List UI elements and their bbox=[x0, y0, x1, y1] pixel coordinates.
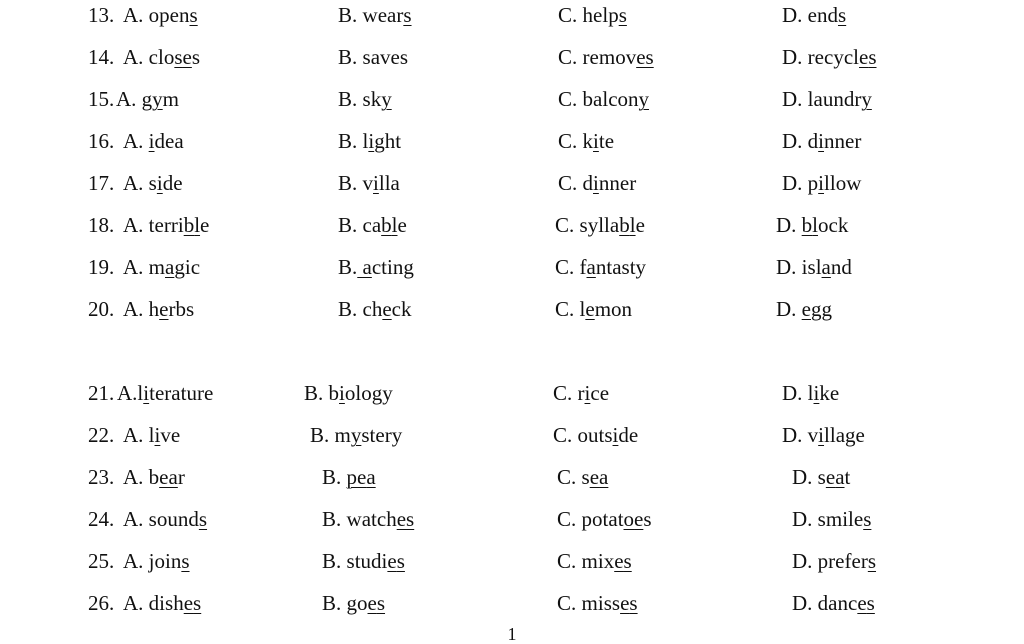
option-a: A. sounds bbox=[123, 507, 208, 531]
option-a: A.literature bbox=[117, 381, 214, 405]
option-b: B. mystery bbox=[310, 423, 403, 447]
option-d: D. dinner bbox=[782, 129, 862, 153]
option-d: D. seat bbox=[792, 465, 851, 489]
option-a: A. live bbox=[123, 423, 181, 447]
question-number: 25. bbox=[88, 549, 115, 573]
option-a: A. joins bbox=[123, 549, 190, 573]
option-d: D. pillow bbox=[782, 171, 862, 195]
option-d: D. village bbox=[782, 423, 865, 447]
question-number: 13. bbox=[88, 3, 115, 27]
option-d: D. recycles bbox=[782, 45, 877, 69]
question-row bbox=[0, 420, 1024, 450]
question-number: 15. bbox=[88, 87, 115, 111]
question-number: 17. bbox=[88, 171, 115, 195]
option-d: D. like bbox=[782, 381, 840, 405]
question-number: 21. bbox=[88, 381, 115, 405]
option-c: C. dinner bbox=[558, 171, 637, 195]
option-c: C. mixes bbox=[557, 549, 632, 573]
question-row bbox=[0, 84, 1024, 114]
question-row bbox=[0, 546, 1024, 576]
option-c: C. lemon bbox=[555, 297, 633, 321]
option-b: B. villa bbox=[338, 171, 400, 195]
option-d: D. prefers bbox=[792, 549, 877, 573]
question-number: 16. bbox=[88, 129, 115, 153]
option-a: A. bear bbox=[123, 465, 185, 489]
option-a: A. idea bbox=[123, 129, 184, 153]
option-a: A. closes bbox=[123, 45, 201, 69]
option-b: B. acting bbox=[338, 255, 414, 279]
option-b: B. goes bbox=[322, 591, 386, 615]
option-c: C. helps bbox=[558, 3, 627, 27]
option-c: C. kite bbox=[558, 129, 615, 153]
option-d: D. island bbox=[776, 255, 852, 279]
option-d: D. smiles bbox=[792, 507, 872, 531]
option-a: A. opens bbox=[123, 3, 198, 27]
option-b: B. cable bbox=[338, 213, 407, 237]
option-c: C. rice bbox=[553, 381, 610, 405]
question-number: 23. bbox=[88, 465, 115, 489]
question-number: 14. bbox=[88, 45, 115, 69]
question-row bbox=[0, 252, 1024, 282]
option-b: B. biology bbox=[304, 381, 393, 405]
option-d: D. dances bbox=[792, 591, 875, 615]
option-a: A. magic bbox=[123, 255, 201, 279]
question-row bbox=[0, 210, 1024, 240]
question-row bbox=[0, 588, 1024, 618]
option-a: A. herbs bbox=[123, 297, 195, 321]
page-number: 1 bbox=[507, 624, 517, 644]
option-b: B. sky bbox=[338, 87, 392, 111]
question-row bbox=[0, 462, 1024, 492]
option-a: A. terrible bbox=[123, 213, 210, 237]
option-c: C. syllable bbox=[555, 213, 645, 237]
question-row bbox=[0, 42, 1024, 72]
option-a: A. dishes bbox=[123, 591, 202, 615]
question-number: 26. bbox=[88, 591, 115, 615]
option-b: B. studies bbox=[322, 549, 405, 573]
option-c: C. potatoes bbox=[557, 507, 652, 531]
option-c: C. balcony bbox=[558, 87, 650, 111]
option-d: D. block bbox=[776, 213, 849, 237]
option-b: B. saves bbox=[338, 45, 409, 69]
option-c: C. outside bbox=[553, 423, 639, 447]
question-row bbox=[0, 168, 1024, 198]
question-row bbox=[0, 294, 1024, 324]
option-b: B. light bbox=[338, 129, 402, 153]
option-d: D. ends bbox=[782, 3, 847, 27]
question-row bbox=[0, 0, 1024, 30]
option-c: C. sea bbox=[557, 465, 609, 489]
option-d: D. egg bbox=[776, 297, 832, 321]
option-c: C. removes bbox=[558, 45, 654, 69]
option-b: B. wears bbox=[338, 3, 412, 27]
question-number: 18. bbox=[88, 213, 115, 237]
option-a: A. gym bbox=[116, 87, 180, 111]
question-row bbox=[0, 378, 1024, 408]
option-d: D. laundry bbox=[782, 87, 872, 111]
option-b: B. check bbox=[338, 297, 412, 321]
option-c: C. misses bbox=[557, 591, 638, 615]
option-a: A. side bbox=[123, 171, 183, 195]
option-c: C. fantasty bbox=[555, 255, 647, 279]
question-row bbox=[0, 126, 1024, 156]
question-number: 19. bbox=[88, 255, 115, 279]
question-number: 22. bbox=[88, 423, 115, 447]
question-number: 20. bbox=[88, 297, 115, 321]
option-b: B. pea bbox=[322, 465, 376, 489]
question-number: 24. bbox=[88, 507, 115, 531]
option-b: B. watches bbox=[322, 507, 415, 531]
question-row bbox=[0, 504, 1024, 534]
